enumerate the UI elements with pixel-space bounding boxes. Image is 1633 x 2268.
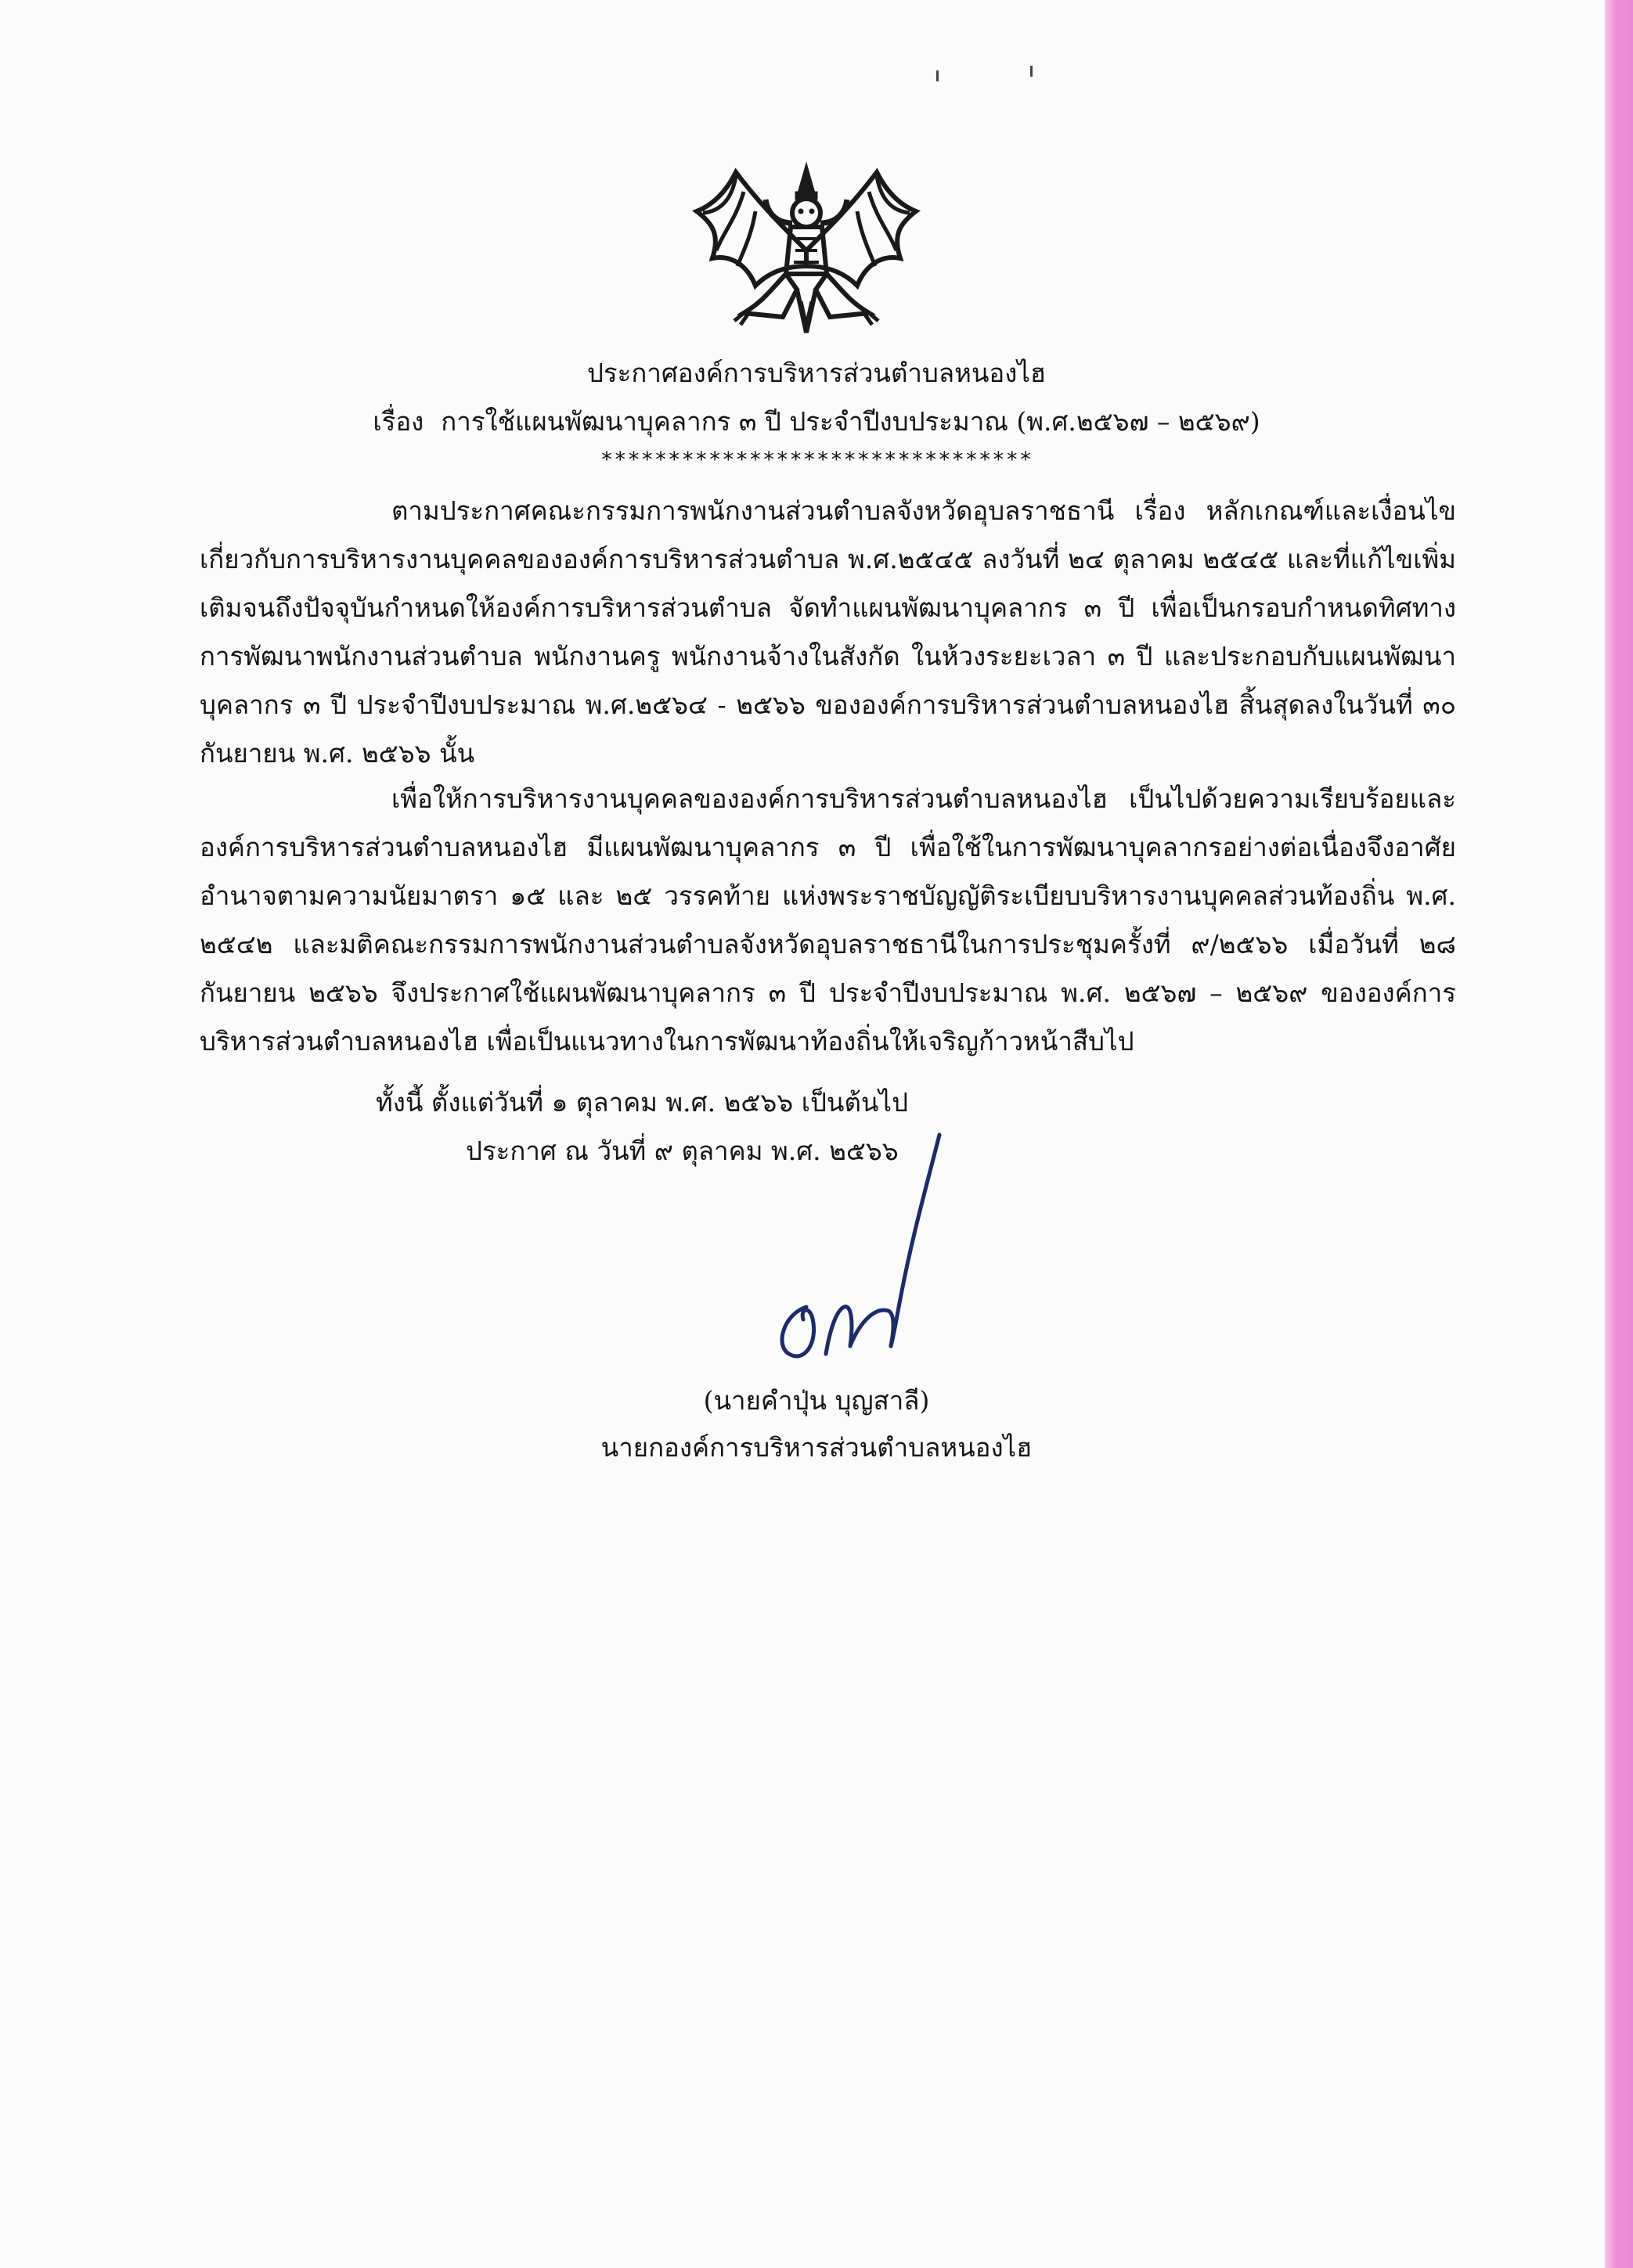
signatory-position: นายกองค์การบริหารส่วนตำบลหนองไฮ [600,1432,1033,1463]
announcement-title: ประกาศองค์การบริหารส่วนตำบลหนองไฮ [586,358,1047,388]
body-paragraph-1: ตามประกาศคณะกรรมการพนักงานส่วนตำบลจังหวัดอุบลราชธานี เรื่อง หลักเกณฑ์และเงื่อนไขเกี่ยวกับการบริหารงานบุคคลขององค์การบริหารส่วนตำบล พ.ศ.๒๕๔๕ ลงวันที่ ๒๔ ตุลาคม ๒๕๔๕ และที่แก้ไขเพิ่มเติมจนถึงปัจจุบันกำหนดให้องค์การบริหารส่วนตำบล จัดทำแผนพัฒนาบุคลากร ๓ ปี เพื่อเป็นกรอบกำหนดทิศทางการพัฒนาพนักงานส่วนตำบล พนักงานครู พนักงานจ้างในสังกัด ในห้วงระยะเวลา ๓ ปี และประกอบกับแผนพัฒนาบุคลากร ๓ ปี ประจำปีงบประมาณ พ.ศ.๒๕๖๔ - ๒๕๖๖ ขององค์การบริหารส่วนตำบลหนองไฮ สิ้นสุดลงในวันที่ ๓๐ กันยายน พ.ศ. ๒๕๖๖ นั้น [200,495,1456,769]
announced-date-line: ประกาศ ณ วันที่ ๙ ตุลาคม พ.ศ. ๒๕๖๖ [466,1136,899,1166]
subject-text: การใช้แผนพัฒนาบุคลากร ๓ ปี ประจำปีงบประมาณ (พ.ศ.๒๕๖๗ – ๒๕๖๙) [441,406,1260,437]
effective-date-line: ทั้งนี้ ตั้งแต่วันที่ ๑ ตุลาคม พ.ศ. ๒๕๖๖ เป็นต้นไป [376,1087,909,1118]
handwritten-signature [752,1119,971,1377]
signatory-name: (นายคำปุ่น บุญสาลี) [703,1385,930,1416]
page-edge-tint [1605,0,1633,2268]
subject-label: เรื่อง [373,406,424,437]
scan-mark [936,70,939,81]
separator: ******************************** [600,448,1033,472]
garuda-emblem [689,157,924,337]
scan-mark [1030,66,1033,77]
announcement-subject-line [0,401,1633,442]
body-paragraph-2: เพื่อให้การบริหารงานบุคคลขององค์การบริหารส่วนตำบลหนองไฮ เป็นไปด้วยความเรียบร้อยและองค์การบริหารส่วนตำบลหนองไฮ มีแผนพัฒนาบุคลากร ๓ ปี เพื่อใช้ในการพัฒนาบุคลากรอย่างต่อเนื่องจึงอาศัยอำนาจตามความนัยมาตรา ๑๕ และ ๒๕ วรรคท้าย แห่งพระราชบัญญัติระเบียบบริหารงานบุคคลส่วนท้องถิ่น พ.ศ. ๒๕๔๒ และมติคณะกรรมการพนักงานส่วนตำบลจังหวัดอุบลราชธานีในการประชุมครั้งที่ ๙/๒๕๖๖ เมื่อวันที่ ๒๘ กันยายน ๒๕๖๖ จึงประกาศใช้แผนพัฒนาบุคลากร ๓ ปี ประจำปีงบประมาณ พ.ศ. ๒๕๖๗ – ๒๕๖๙ ขององค์การบริหารส่วนตำบลหนองไฮ เพื่อเป็นแนวทางในการพัฒนาท้องถิ่นให้เจริญก้าวหน้าสืบไป [200,783,1456,1057]
